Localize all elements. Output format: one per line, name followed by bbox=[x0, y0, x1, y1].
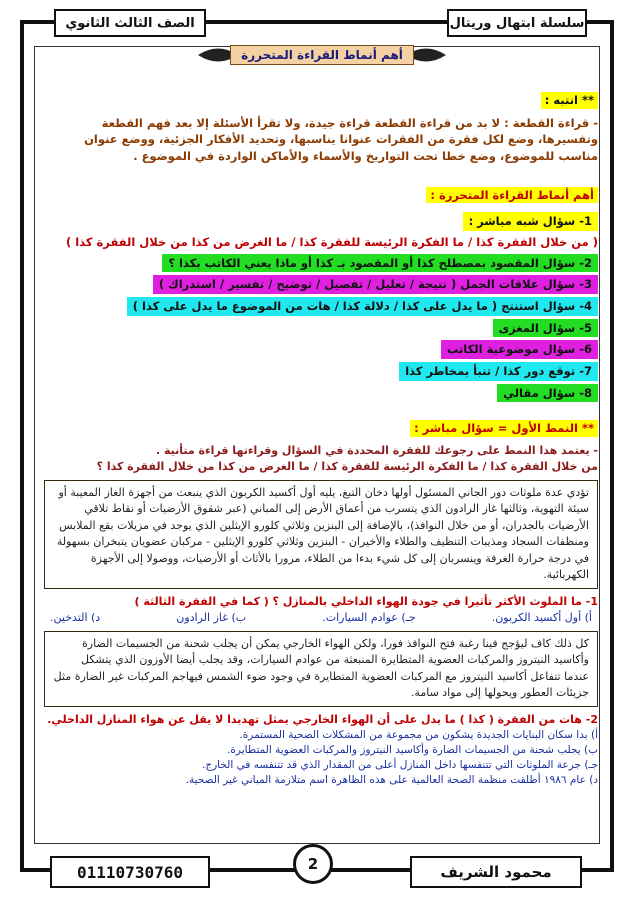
pattern-item-7: 7- توقع دور كذا / تنبأ بمخاطر كذا bbox=[399, 362, 598, 381]
pattern1-line1: - يعتمد هذا النمط على رجوعك للفقرة المحددة في السؤال وقراءتها قراءة متأنية . bbox=[155, 444, 598, 458]
page-number: 2 bbox=[293, 844, 333, 884]
option-d[interactable]: د) التدخين. bbox=[50, 610, 101, 624]
phone-number: 01110730760 bbox=[50, 856, 210, 888]
pattern-item-6: 6- سؤال موضوعية الكاتب bbox=[441, 340, 598, 359]
question-2-option-b[interactable]: ب) يجلب شحنة من الجسيمات الضارة وأكاسيد النيتروز والمركبات العضوية المتطايرة. bbox=[227, 743, 598, 756]
note-text: - قراءة القطعة : لا بد من قراءة القطعة قراءة جيدة، ولا تقرأ الأسئلة إلا بعد فهم القطعة وتفسيرها، وضع لكل فقرة من الفقرات عنوانا يناسبها، وتحديد الأفكار الجزئية، ووضع عنوان مناسب للموضوع، وضع خطا تحت التواريخ والأسماء والأماكن الواردة في الموضوع . bbox=[84, 115, 598, 164]
question-2-option-c[interactable]: جـ) جرعة الملوثات التي تتنفسها داخل المنازل أعلى من المقدار الذي قد تتنفسه في الخارج. bbox=[202, 759, 598, 772]
option-a[interactable]: أ) أول أكسيد الكربون. bbox=[491, 610, 592, 624]
grade-label: الصف الثالث الثانوي bbox=[54, 9, 206, 37]
question-2-option-d[interactable]: د) عام ١٩٨٦ أطلقت منظمة الصحة العالمية على هذه الظاهرة اسم متلازمة المباني غير الصحية. bbox=[185, 774, 598, 787]
passage-2: كل ذلك كاف ليؤجج فينا رغبة فتح النوافذ فورا، ولكن الهواء الخارجي يمكن أن يجلب شحنة من الجسيمات الضارة وأكاسيد النيتروز والمركبات العضوية المتطايرة المنبعثة من عوادم السيارات، وقد يجلب أيضا الأوزون الذي يتشكل عندما تتفاعل أكاسيد النيتروز مع المركبات العضوية المتطايرة في وجود ضوء الشمس فيهاجم المركبات غير الضارة مثل جزيئات العطور ويحولها إلى مواد سامة. bbox=[44, 631, 598, 707]
question-1: 1- ما الملوث الأكثر تأثيرا في جودة الهواء الداخلي بالمنازل ؟ ( كما في الفقرة الثالثة ) bbox=[134, 594, 598, 608]
title-banner bbox=[198, 40, 446, 70]
passage-1: تؤدي عدة ملوثات دور الجاني المسئول أولها دخان التبغ، يليه أول أكسيد الكربون الذي ينبعث من أجهزة الغاز المعيبة أو سيئة التهوية، وثالثها غاز الرادون الذي يتسرب من أعماق الأرض إلى المباني (عبر شقوق الأرضيات أو نقاط تلاقي الأرضيات بالجدران، أو من خلال النوافذ)، بالإضافة إلى البنزين وثلاثي كلورو الإيثلين الذي يوجد في مزيلات بقع الملابس ومنظفات السجاد ومذيبات التنظيف والطلاء والأخيران - البنزين وثلاثي كلورو الإيثلين - مركبان عضويان يتبخران بسهولة في درجة حرارة الغرفة وينسربان إلى كل شيء بدءا من الطلاء، مرورا بالأثاث أو الأرضيات، ووصولا إلى الأجهزة الكهربائية. bbox=[44, 480, 598, 589]
pattern1-heading: ** النمط الأول = سؤال مباشر : bbox=[410, 420, 598, 437]
note-label: ** انتبه : bbox=[541, 92, 598, 109]
question-1-options bbox=[44, 610, 598, 626]
page-content bbox=[44, 84, 598, 789]
option-b[interactable]: ب) غاز الرادون bbox=[176, 610, 247, 624]
pattern-item-2: 2- سؤال المقصود بمصطلح كذا أو المقصود بـ كذا أو ماذا يعني الكاتب بكذا ؟ bbox=[162, 254, 598, 273]
pattern-item-5: 5- سؤال المغزى bbox=[493, 319, 598, 338]
author-name: محمود الشريف bbox=[410, 856, 582, 888]
pattern-item-8: 8- سؤال مقالي bbox=[497, 384, 598, 403]
question-2: 2- هات من الفقرة ( كذا ) ما يدل على أن الهواء الخارجي يمثل تهديدا لا يقل عن هواء المنازل الداخلي. bbox=[47, 712, 598, 726]
pattern-item-4: 4- سؤال استنتج ( ما يدل على كذا / دلالة كذا / هات من الموضوع ما يدل على كذا ) bbox=[127, 297, 598, 316]
pattern-item-1: 1- سؤال شبه مباشر : bbox=[463, 212, 598, 231]
series-label: سلسلة ابتهال وريتال bbox=[447, 9, 587, 37]
question-2-option-a[interactable]: أ) بدا سكان البنايات الجديدة يشكون من مجموعة من المشكلات الصحية المستمرة. bbox=[239, 728, 598, 741]
option-c[interactable]: جـ) عوادم السيارات. bbox=[322, 610, 416, 624]
pattern1-line2: من خلال الفقرة كذا / ما الفكرة الرئيسة للفقرة كذا / ما الغرض من كذا من خلال الفقرة كذا ؟ bbox=[96, 460, 598, 474]
pattern-item-1-detail: ( من خلال الفقرة كذا / ما الفكرة الرئيسة للفقرة كذا / ما الغرض من كذا من خلال الفقرة كذا ) bbox=[65, 235, 598, 250]
pattern-item-3: 3- سؤال علاقات الجمل ( نتيجة / تعليل / تفصيل / توضيح / تفسير / استدراك ) bbox=[153, 275, 598, 294]
patterns-heading: أهم أنماط القراءة المتحررة : bbox=[426, 187, 598, 204]
page-title: أهم أنماط القراءة المتحررة bbox=[230, 45, 414, 65]
